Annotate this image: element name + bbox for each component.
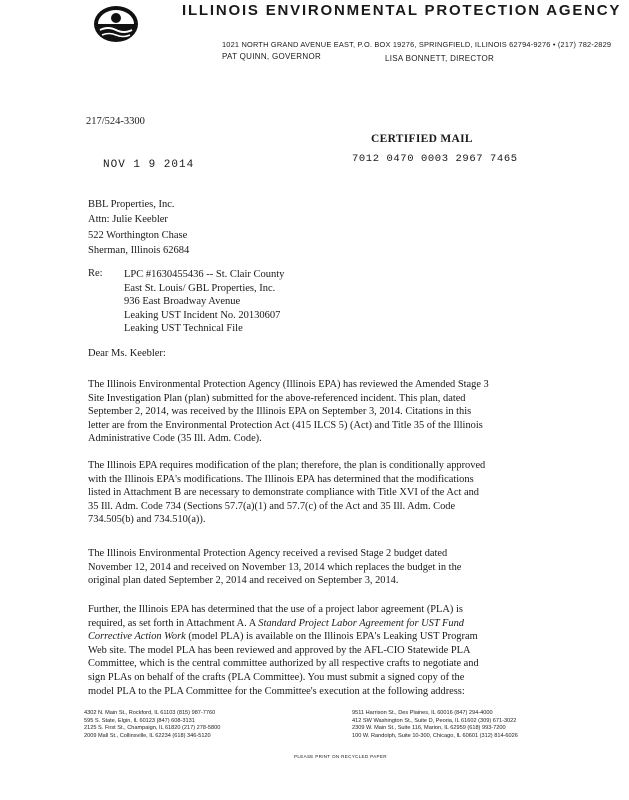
footer-office: 100 W. Randolph, Suite 10-300, Chicago, IL 60601 (312) 814-6026 (352, 732, 518, 739)
recycled-paper-note: PLEASE PRINT ON RECYCLED PAPER (294, 754, 387, 759)
date-stamp: NOV 1 9 2014 (103, 159, 195, 171)
footer-office: 2125 S. First St., Champaign, IL 61820 (217) 278-5800 (84, 725, 221, 732)
pla-document-title: Standard Project Labor Agreement for UST Fund (258, 617, 464, 629)
paragraph-line (88, 630, 540, 644)
footer-office: 595 S. State, Elgin, IL 60123 (847) 608-3131 (84, 717, 195, 724)
director-name: LISA BONNETT, DIRECTOR (385, 54, 495, 63)
pla-document-title: Corrective Action Work (88, 631, 186, 643)
agency-address: 1021 NORTH GRAND AVENUE EAST, P.O. BOX 19276, SPRINGFIELD, ILLINOIS 62794-9276 • (217) 782-2829 (222, 40, 612, 49)
salutation: Dear Ms. Keebler: (88, 348, 166, 359)
footer-offices-right (352, 710, 518, 740)
paragraph-line: original plan dated September 2, 2014 and received on September 3, 2014. (88, 575, 399, 587)
re-line: Leaking UST Incident No. 20130607 (124, 309, 281, 321)
paragraph-line: sign PLAs on behalf of the crafts (PLA Committee). You must submit a signed copy of the (88, 671, 465, 683)
paragraph-line: listed in Attachment B are necessary to demonstrate compliance with Title XVI of the Act and (88, 487, 479, 499)
footer-office: 2309 W. Main St., Suite 116, Marion, IL 62959 (618) 993-7200 (352, 725, 506, 732)
paragraph-line: Further, the Illinois EPA has determined that the use of a project labor agreement (PLA) is (88, 604, 463, 615)
paragraph-line: Committee, which is the central committee authorized by all respective crafts to negotiate and (88, 658, 479, 670)
paragraph-line: The Illinois Environmental Protection Agency (Illinois EPA) has reviewed the Amended Stage 3 (88, 379, 489, 390)
footer-offices-left (84, 710, 220, 740)
re-label: Re: (88, 268, 103, 279)
addressee-line: 522 Worthington Chase (88, 229, 188, 241)
addressee-block (88, 197, 189, 259)
paragraph-line: model PLA to the PLA Committee for the Committee's execution at the following address: (88, 685, 465, 697)
paragraph-text: (model PLA) is available on the Illinois EPA's Leaking UST Program (185, 631, 478, 643)
paragraph-line: Site Investigation Plan (plan) submitted for the above-referenced incident. This plan, dated (88, 392, 466, 404)
certified-mail-label: CERTIFIED MAIL (371, 133, 473, 145)
paragraph-budget (88, 547, 540, 588)
paragraph-line: Web site. The model PLA has been reviewed and approved by the AFL-CIO Statewide PLA (88, 644, 471, 656)
paragraph-pla (88, 603, 540, 698)
re-line: Leaking UST Technical File (124, 323, 243, 335)
paragraph-modification (88, 459, 540, 527)
agency-seal-logo (92, 4, 140, 44)
footer-office: 9511 Harrison St., Des Plaines, IL 60016 (847) 294-4000 (352, 710, 493, 716)
paragraph-line: with the Illinois EPA's modifications. The Illinois EPA has determined that the modifications (88, 473, 474, 485)
footer-office: 4302 N. Main St., Rockford, IL 61103 (815) 987-7760 (84, 710, 216, 716)
re-line: LPC #1630455436 -- St. Clair County (124, 269, 285, 280)
re-line: 936 East Broadway Avenue (124, 296, 241, 308)
addressee-line: BBL Properties, Inc. (88, 199, 175, 210)
paragraph-line: Administrative Code (35 Ill. Adm. Code). (88, 433, 262, 445)
paragraph-line: November 12, 2014 and received on November 13, 2014 which replaces the budget in the (88, 561, 462, 573)
phone-number: 217/524-3300 (86, 116, 145, 127)
governor-name: PAT QUINN, GOVERNOR (222, 52, 322, 61)
paragraph-line (88, 617, 540, 631)
paragraph-review (88, 378, 540, 446)
paragraph-line: 35 Ill. Adm. Code 734 (Sections 57.7(a)(1) and 57.7(c) of the Act and 35 Ill. Adm. Code (88, 500, 456, 512)
tracking-number: 7012 0470 0003 2967 7465 (352, 153, 518, 165)
paragraph-line: The Illinois Environmental Protection Agency received a revised Stage 2 budget dated (88, 548, 448, 559)
re-line: East St. Louis/ GBL Properties, Inc. (124, 282, 276, 294)
paragraph-line: letter are from the Environmental Protection Act (415 ILCS 5) (Act) and Title 35 of the Illinois (88, 419, 483, 431)
paragraph-line: September 2, 2014, was received by the Illinois EPA on September 3, 2014. Citations in this (88, 406, 472, 418)
addressee-line: Attn: Julie Keebler (88, 214, 168, 226)
agency-name: ILLINOIS ENVIRONMENTAL PROTECTION AGENCY (182, 2, 622, 19)
paragraph-line: 734.505(b) and 734.510(a)). (88, 514, 206, 526)
paragraph-text: required, as set forth in Attachment A. A (88, 617, 259, 629)
re-block (124, 268, 284, 336)
footer-office: 412 SW Washington St., Suite D, Peoria, IL 61602 (309) 671-3022 (352, 717, 517, 724)
addressee-line: Sherman, Illinois 62684 (88, 245, 190, 257)
paragraph-line: The Illinois EPA requires modification of the plan; therefore, the plan is conditionally approved (88, 460, 486, 471)
footer-office: 2009 Mall St., Collinsville, IL 62234 (618) 346-5120 (84, 732, 211, 739)
